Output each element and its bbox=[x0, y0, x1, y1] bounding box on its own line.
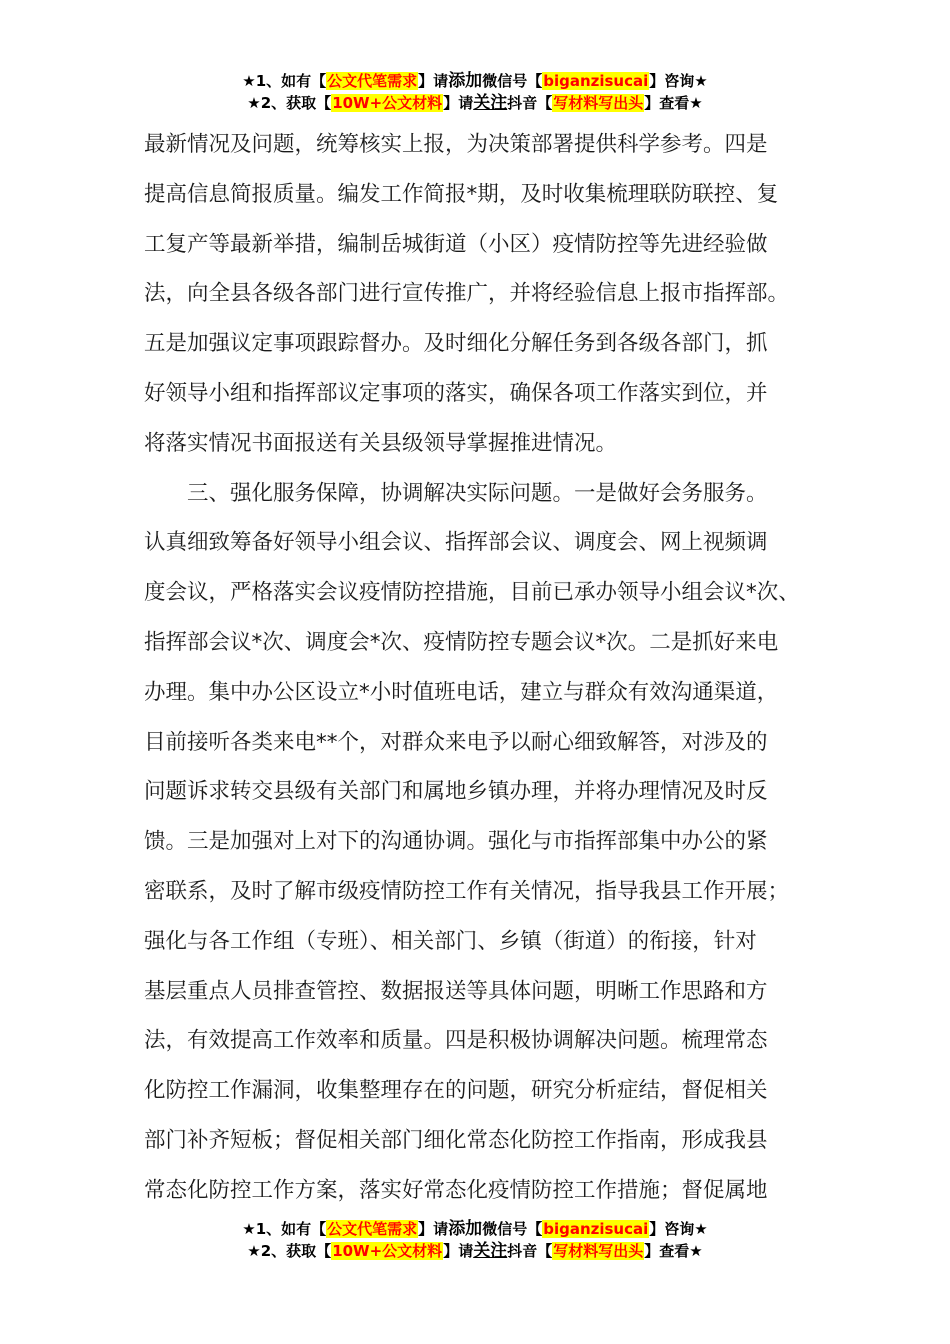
ad-text: 】请 bbox=[418, 72, 449, 90]
ad-text: 】请 bbox=[443, 1242, 474, 1260]
body-line: 法，有效提高工作效率和质量。四是积极协调解决问题。梳理常态 bbox=[144, 1028, 768, 1054]
body-line: 部门补齐短板；督促相关部门细化常态化防控工作指南，形成我县 bbox=[144, 1127, 768, 1153]
body-line: 将落实情况书面报送有关县级领导掌握推进情况。 bbox=[144, 430, 618, 456]
ad-highlight: 公文代笔需求 bbox=[327, 1220, 418, 1238]
ad-text: 】咨询★ bbox=[649, 72, 708, 90]
body-line: 常态化防控工作方案，落实好常态化疫情防控工作措施；督促属地 bbox=[144, 1177, 768, 1203]
body-line: 度会议，严格落实会议疫情防控措施，目前已承办领导小组会议*次、 bbox=[144, 580, 800, 606]
body-line: 基层重点人员排查管控、数据报送等具体问题，明晰工作思路和方 bbox=[144, 978, 768, 1004]
ad-text: 抖音【 bbox=[507, 94, 553, 112]
ad-highlight: 10W+公文材料 bbox=[332, 94, 443, 112]
body-line: 问题诉求转交县级有关部门和属地乡镇办理，并将办理情况及时反 bbox=[144, 779, 768, 805]
ad-wechat-id: biganzisucai bbox=[543, 72, 649, 90]
ad-text: 抖音【 bbox=[507, 1242, 553, 1260]
ad-text: ★2、获取【 bbox=[247, 94, 332, 112]
header-ad-banner bbox=[0, 70, 950, 114]
document-body bbox=[144, 120, 824, 1216]
ad-line-1 bbox=[0, 1218, 950, 1240]
ad-douyin-id: 写材料写出头 bbox=[553, 94, 644, 112]
ad-wechat-id: biganzisucai bbox=[543, 1220, 649, 1238]
ad-text: 】查看★ bbox=[644, 1242, 703, 1260]
ad-line-1 bbox=[0, 70, 950, 92]
body-line: 密联系，及时了解市级疫情防控工作有关情况，指导我县工作开展； bbox=[144, 878, 790, 904]
footer-ad-banner bbox=[0, 1218, 950, 1262]
body-line: 认真细致筹备好领导小组会议、指挥部会议、调度会、网上视频调 bbox=[144, 530, 768, 556]
ad-highlight: 10W+公文材料 bbox=[332, 1242, 443, 1260]
ad-text: ★1、如有【 bbox=[242, 1220, 327, 1238]
ad-emphasis: 添加 bbox=[448, 71, 483, 91]
body-line: 馈。三是加强对上对下的沟通协调。强化与市指挥部集中办公的紧 bbox=[144, 829, 768, 855]
ad-highlight: 公文代笔需求 bbox=[327, 72, 418, 90]
ad-emphasis: 关注 bbox=[473, 1241, 508, 1261]
ad-text: ★1、如有【 bbox=[242, 72, 327, 90]
ad-text: 】请 bbox=[418, 1220, 449, 1238]
ad-text: 】请 bbox=[443, 94, 474, 112]
ad-emphasis: 关注 bbox=[473, 93, 508, 113]
ad-douyin-id: 写材料写出头 bbox=[553, 1242, 644, 1260]
ad-line-2 bbox=[0, 92, 950, 114]
ad-text: 】咨询★ bbox=[649, 1220, 708, 1238]
body-line: 强化与各工作组（专班）、相关部门、乡镇（街道）的衔接，针对 bbox=[144, 928, 757, 954]
body-line: 办理。集中办公区设立*小时值班电话，建立与群众有效沟通渠道， bbox=[144, 679, 779, 705]
body-line: 工复产等最新举措，编制岳城街道（小区）疫情防控等先进经验做 bbox=[144, 231, 768, 257]
body-line: 指挥部会议*次、调度会*次、疫情防控专题会议*次。二是抓好来电 bbox=[144, 629, 779, 655]
ad-emphasis: 添加 bbox=[448, 1219, 483, 1239]
ad-line-2 bbox=[0, 1240, 950, 1262]
body-line: 最新情况及问题，统筹核实上报，为决策部署提供科学参考。四是 bbox=[144, 132, 768, 157]
body-line: 提高信息简报质量。编发工作简报*期，及时收集梳理联防联控、复 bbox=[144, 181, 779, 207]
ad-text: 微信号【 bbox=[482, 1220, 543, 1238]
ad-text: 微信号【 bbox=[482, 72, 543, 90]
ad-text: ★2、获取【 bbox=[247, 1242, 332, 1260]
body-line: 目前接听各类来电**个，对群众来电予以耐心细致解答，对涉及的 bbox=[144, 729, 768, 755]
body-line: 法，向全县各级各部门进行宣传推广，并将经验信息上报市指挥部。 bbox=[144, 281, 790, 307]
body-line: 好领导小组和指挥部议定事项的落实，确保各项工作落实到位，并 bbox=[144, 380, 768, 406]
section-heading-line: 三、强化服务保障，协调解决实际问题。一是做好会务服务。 bbox=[144, 480, 768, 506]
body-line: 化防控工作漏洞，收集整理存在的问题，研究分析症结，督促相关 bbox=[144, 1078, 768, 1104]
ad-text: 】查看★ bbox=[644, 94, 703, 112]
body-line: 五是加强议定事项跟踪督办。及时细化分解任务到各级各部门，抓 bbox=[144, 331, 768, 357]
